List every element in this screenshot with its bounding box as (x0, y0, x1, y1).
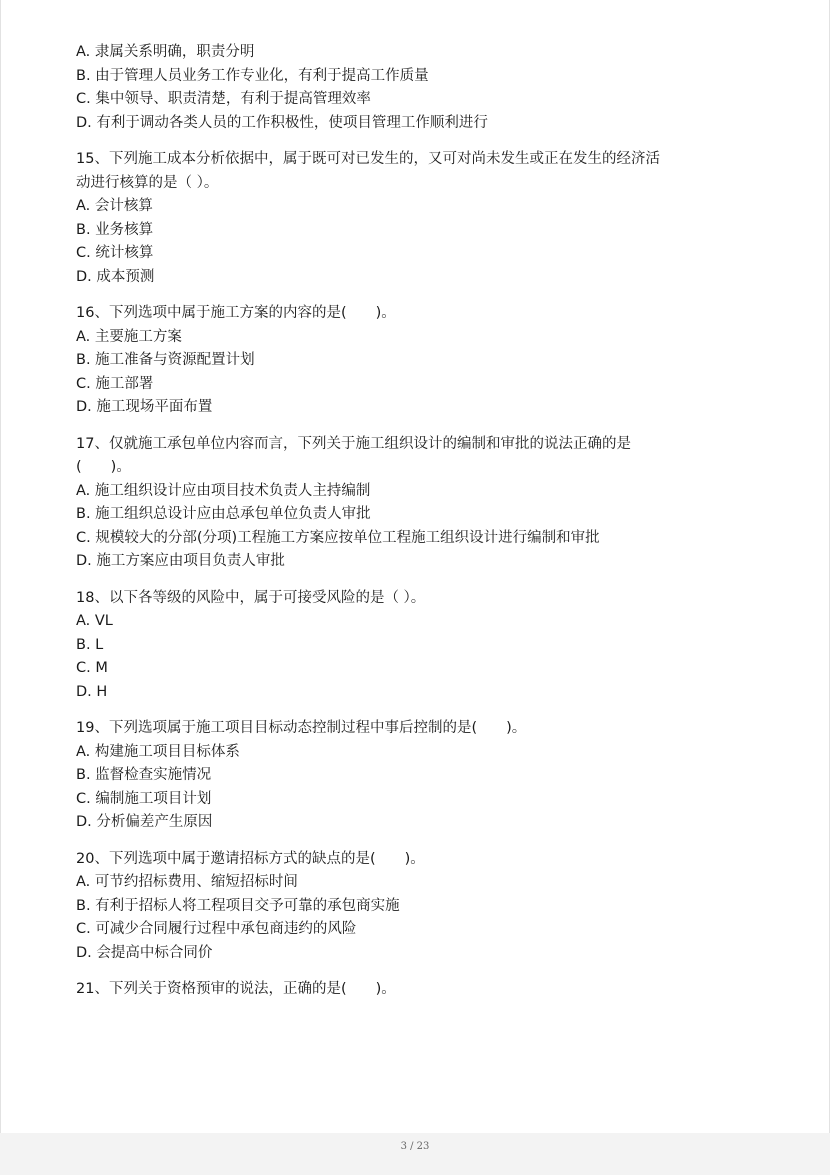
question-text: 动进行核算的是（ ）。 (76, 174, 219, 191)
option-line: D. 成本预测 (76, 268, 155, 285)
option-line: C. 统计核算 (76, 245, 154, 261)
option-line: C. 可减少合同履行过程中承包商违约的风险 (76, 921, 357, 937)
option-line: C. 集中领导、职责清楚，有利于提高管理效率 (76, 91, 371, 107)
option-line: A. 可节约招标费用、缩短招标时间 (76, 874, 298, 890)
option-line: C. 规模较大的分部(分项)工程施工方案应按单位工程施工组织设计进行编制和审批 (76, 529, 600, 546)
question-text: 21、下列关于资格预审的说法，正确的是( )。 (76, 981, 396, 997)
option-line: A. VL (76, 613, 113, 629)
question-text: 20、下列选项中属于邀请招标方式的缺点的是( )。 (76, 850, 425, 867)
question-15 (76, 148, 776, 289)
page-content (76, 41, 776, 1002)
option-line: C. 编制施工项目计划 (76, 790, 212, 807)
question-text: 17、仅就施工承包单位内容而言，下列关于施工组织设计的编制和审批的说法正确的是 (76, 435, 631, 452)
question-19 (76, 717, 776, 835)
option-line: A. 隶属关系明确，职责分明 (76, 44, 255, 60)
question-text: ( )。 (76, 459, 131, 475)
question-16 (76, 302, 776, 420)
option-line: B. 由于管理人员业务工作专业化，有利于提高工作质量 (76, 67, 429, 84)
question-text: 15、下列施工成本分析依据中，属于既可对已发生的，又可对尚未发生或正在发生的经济活 (76, 151, 660, 167)
option-line: A. 会计核算 (76, 198, 153, 214)
question-text: 18、以下各等级的风险中，属于可接受风险的是（ ）。 (76, 589, 426, 606)
option-line: D. 有利于调动各类人员的工作积极性，使项目管理工作顺利进行 (76, 114, 488, 131)
option-line: C. 施工部署 (76, 375, 154, 392)
option-line: B. 施工准备与资源配置计划 (76, 352, 255, 368)
question-18 (76, 587, 776, 705)
option-line: D. H (76, 683, 108, 700)
option-line: B. 有利于招标人将工程项目交予可靠的承包商实施 (76, 897, 400, 914)
option-line: D. 分析偏差产生原因 (76, 814, 213, 830)
question-17 (76, 433, 776, 574)
question-21 (76, 978, 776, 1002)
question-text: 19、下列选项属于施工项目目标动态控制过程中事后控制的是( )。 (76, 720, 527, 736)
option-line: A. 主要施工方案 (76, 328, 182, 345)
option-line: A. 施工组织设计应由项目技术负责人主持编制 (76, 482, 371, 499)
option-line: B. 监督检查实施情况 (76, 767, 212, 783)
question-text: 16、下列选项中属于施工方案的内容的是( )。 (76, 305, 396, 321)
question-20 (76, 848, 776, 966)
option-line: D. 会提高中标合同价 (76, 944, 213, 961)
page-indicator: 3 / 23 (400, 1141, 430, 1152)
option-line: A. 构建施工项目目标体系 (76, 743, 240, 760)
option-line: B. 业务核算 (76, 221, 154, 238)
option-line: C. M (76, 660, 108, 676)
option-line: D. 施工现场平面布置 (76, 399, 213, 415)
option-line: D. 施工方案应由项目负责人审批 (76, 553, 285, 569)
lead-options (76, 41, 776, 135)
option-line: B. 施工组织总设计应由总承包单位负责人审批 (76, 506, 371, 522)
option-line: B. L (76, 636, 104, 653)
